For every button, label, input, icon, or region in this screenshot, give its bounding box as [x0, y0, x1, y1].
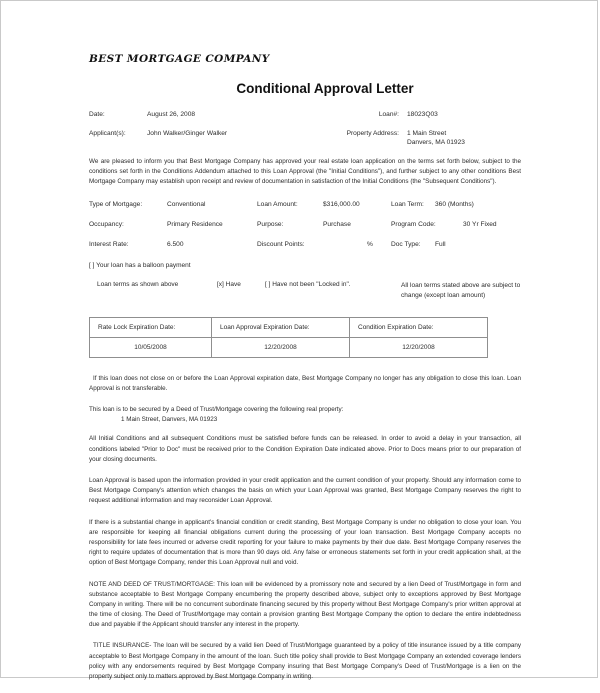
rate-lock-expiration-header: Rate Lock Expiration Date:	[90, 317, 212, 337]
loan-amount-label: Loan Amount:	[257, 201, 298, 209]
applicants-value: John Walker/Ginger Walker	[147, 129, 228, 137]
program-code-label: Program Code:	[391, 221, 436, 229]
type-of-mortgage-value: Conventional	[167, 201, 206, 209]
doc-type-label: Doc Type:	[391, 241, 421, 249]
paragraph-title-insurance: TITLE INSURANCE- The loan will be secured by a valid lien Deed of Trust/Mortgage guaranteed by a policy of title insurance issued by a title company acceptable to Best Mortgage Company in the amount of the loan. Such title policy shall provide to Best Mortgage Company an extended coverage lenders policy with any endorsements required by Best Mortgage Company insuring that Best Mortgage Company's Deed of Trust/Mortgage is a lien on the property subject only to matters approved by Best Mortgage Company in writing.	[89, 642, 521, 681]
property-address-label: Property Address:	[346, 129, 399, 137]
table-row-values	[90, 337, 488, 357]
property-address-field	[339, 129, 521, 148]
loan-details-row-1	[89, 201, 521, 208]
occupancy-value: Primary Residence	[167, 221, 223, 229]
loan-details-row-3	[89, 241, 521, 248]
program-code-value: 30 Yr Fixed	[463, 221, 497, 229]
interest-rate-field	[89, 241, 257, 248]
date-field	[89, 110, 339, 120]
intro-paragraph: We are pleased to inform you that Best Mortgage Company has approved your real estate loan application on the terms set forth below, subject to the conditions set forth in the Conditions Addendum attached to this Loan Approval (the "Initial Conditions"), and further subject to any other conditions Best Mortgage Company may establish upon receipt and review of documentation in satisfaction of the Initial Conditions (the "Subsequent Conditions").	[89, 157, 521, 186]
discount-points-label: Discount Points:	[257, 241, 305, 249]
loan-term-label: Loan Term:	[391, 201, 424, 209]
loan-details-grid	[89, 201, 521, 248]
paragraph-loan-approval-basis: Loan Approval is based upon the information provided in your credit application and the current condition of your property. Should any information come to Best Mortgage Company's attention which changes the basis on which your Loan Approval was granted, Best Mortgage Company reserves the right to request additional information and may reconsider Loan Approval.	[89, 477, 521, 505]
header-row-applicants	[89, 129, 521, 148]
loan-term-value: 360 (Months)	[435, 201, 474, 209]
loan-details-row-2	[89, 221, 521, 228]
loan-approval-expiration-value: 12/20/2008	[212, 337, 350, 357]
secured-by-text: This loan is to be secured by a Deed of Trust/Mortgage covering the following real property:	[89, 406, 344, 414]
interest-rate-value: 6.500	[167, 241, 184, 249]
purpose-field	[257, 221, 391, 228]
loan-terms-lock-row	[89, 281, 521, 301]
table-row-headers	[90, 317, 488, 337]
applicants-label: Applicant(s):	[89, 129, 126, 137]
paragraph-note-and-deed: NOTE AND DEED OF TRUST/MORTGAGE: This loan will be evidenced by a promissory note and secured by a lien Deed of Trust/Mortgage in form and substance acceptable to Best Mortgage Company encumbering the property described above, subject only to exceptions approved by Best Mortgage Company in writing. There will be no concurrent subordinate financing secured by this property without Best Mortgage Company's prior written approval at the time of closing. The Deed of Trust/Mortgage may contain a provision granting Best Mortgage Company the option to declare the entire indebtedness due and payable if the Applicant should transfer any interest in the property.	[89, 580, 521, 629]
secured-property-address: 1 Main Street, Danvers, MA 01923	[121, 416, 218, 424]
locked-in-have-not-checkbox[interactable]: [ ] Have not been "Locked in".	[265, 281, 351, 289]
occupancy-field	[89, 221, 257, 228]
discount-points-value: %	[367, 241, 373, 249]
paragraph-initial-conditions: All Initial Conditions and all subsequent Conditions must be satisfied before funds can be released. In order to avoid a delay in your transaction, all conditions labeled "Prior to Doc" must be received prior to the Condition Expiration Date indicated above. Prior to Docs means prior to our preparation of your closing documents.	[89, 435, 521, 463]
doc-type-field	[391, 241, 521, 248]
loan-terms-prefix: Loan terms as shown above	[97, 281, 179, 289]
paragraph-substantial-change: If there is a substantial change in applicant's financial condition or credit standing, Best Mortgage Company is under no obligation to close your loan. You are responsible for keeping all financial obligations current during the processing of your loan transaction. Best Mortgage Company accepts no responsibility for late fees incurred or adverse credit reporting for your failure to make payments by their due date. Best Mortgage Company reserves the right to require updates of documentation that is more than 90 days old. Any false or erroneous statements set forth in your credit application shall, at the option of Best Mortgage Company, render this Loan Approval null and void.	[89, 518, 521, 567]
purpose-label: Purpose:	[257, 221, 284, 229]
header-row-date	[89, 110, 521, 120]
expiration-dates-table	[89, 317, 488, 358]
condition-expiration-header: Condition Expiration Date:	[350, 317, 488, 337]
applicants-field	[89, 129, 339, 148]
locked-in-have-checkbox[interactable]: [x] Have	[217, 281, 241, 289]
program-code-field	[391, 221, 521, 228]
page-title: Conditional Approval Letter	[236, 81, 414, 96]
type-of-mortgage-label: Type of Mortgage:	[89, 201, 143, 209]
doc-type-value: Full	[435, 241, 446, 249]
purpose-value: Purchase	[323, 221, 351, 229]
date-label: Date:	[89, 111, 105, 118]
loan-number-label: Loan#:	[378, 111, 399, 118]
condition-expiration-value: 12/20/2008	[350, 337, 488, 357]
occupancy-label: Occupancy:	[89, 221, 124, 229]
paragraph-non-transferable: If this loan does not close on or before the Loan Approval expiration date, Best Mortgage Company no longer has any obligation to close this loan. Loan Approval is not transferable.	[89, 374, 521, 392]
property-address-line2: Danvers, MA 01923	[407, 139, 465, 147]
balloon-payment-checkbox-line[interactable]: [ ] Your loan has a balloon payment	[89, 262, 191, 270]
rate-lock-expiration-value: 10/05/2008	[90, 337, 212, 357]
loan-approval-expiration-header: Loan Approval Expiration Date:	[212, 317, 350, 337]
company-letterhead: BEST MORTGAGE COMPANY	[89, 53, 270, 65]
date-value: August 26, 2008	[147, 111, 196, 118]
loan-number-value: 18023Q03	[407, 111, 438, 118]
paragraph-secured-by	[89, 405, 521, 425]
property-address-line1: 1 Main Street	[407, 129, 447, 137]
loan-term-field	[391, 201, 521, 208]
loan-terms-note: All loan terms stated above are subject to change (except loan amount)	[401, 282, 521, 299]
type-of-mortgage-field	[89, 201, 257, 208]
discount-points-field	[257, 241, 391, 248]
loan-amount-value: $316,000.00	[323, 201, 360, 209]
interest-rate-label: Interest Rate:	[89, 241, 129, 249]
document-content	[89, 53, 521, 693]
loan-number-field	[339, 110, 521, 120]
loan-amount-field	[257, 201, 391, 208]
property-address-value	[407, 129, 521, 148]
